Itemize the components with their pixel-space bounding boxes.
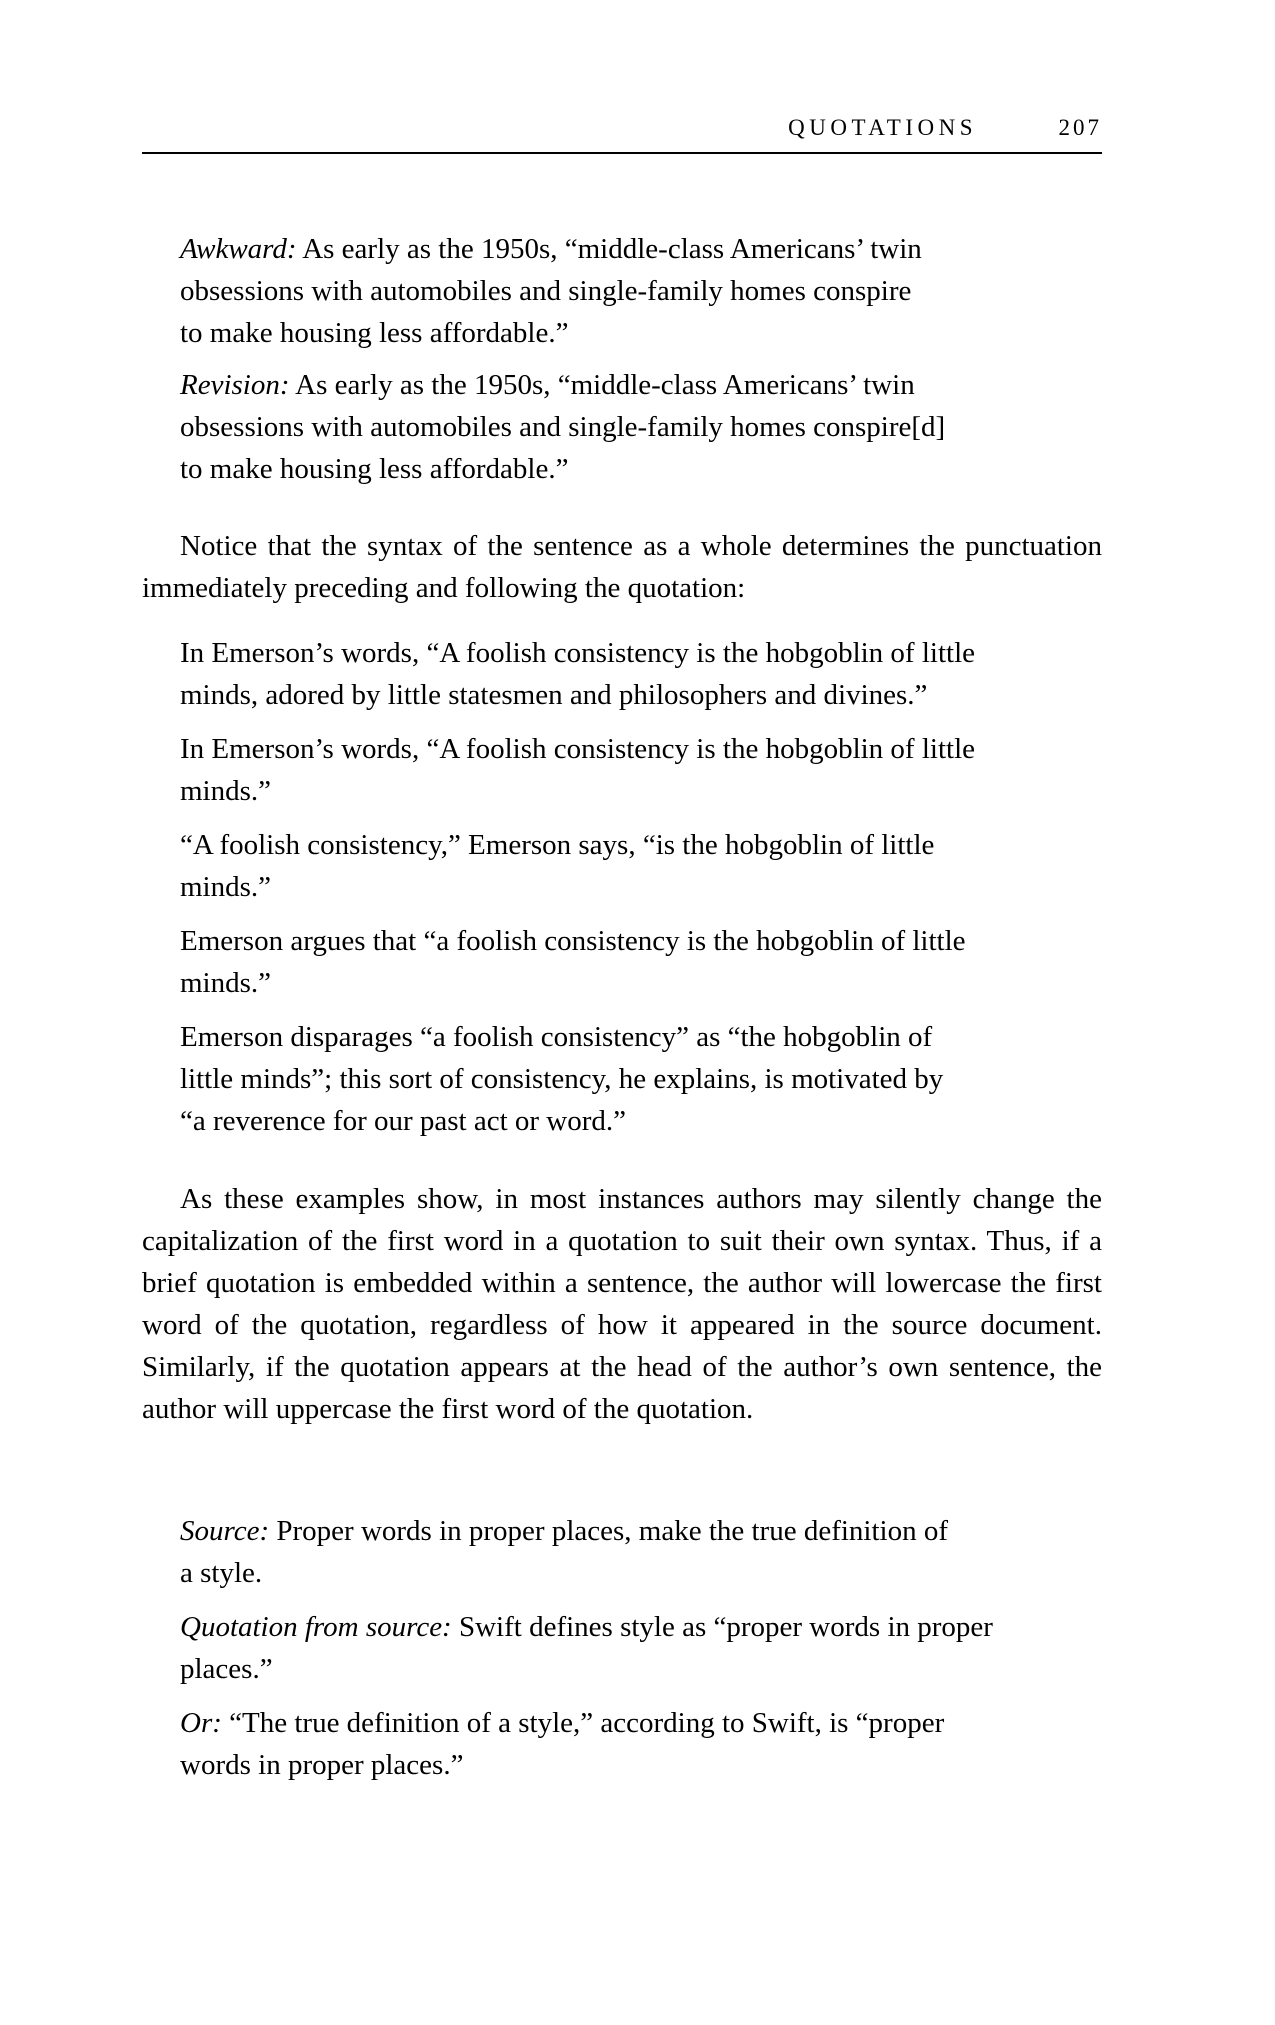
example-line: minds, adored by little statesmen and philosophers and divines.” xyxy=(180,679,928,711)
example-line: places.” xyxy=(180,1653,273,1685)
example-line: little minds”; this sort of consistency, he explains, is motivated by xyxy=(180,1063,944,1095)
example-line: a style. xyxy=(180,1557,263,1589)
example-line: Awkward: As early as the 1950s, “middle-class Americans’ twin xyxy=(180,233,922,265)
or-example xyxy=(180,1702,1080,1786)
emerson-example-3 xyxy=(180,824,1080,908)
example-line: Emerson argues that “a foolish consistency is the hobgoblin of little xyxy=(180,925,966,957)
emerson-example-5 xyxy=(180,1016,1080,1142)
example-line: minds.” xyxy=(180,967,272,999)
emerson-example-4 xyxy=(180,920,1080,1004)
running-head xyxy=(142,108,1102,152)
source-example xyxy=(180,1510,1080,1594)
awkward-example xyxy=(180,228,1080,354)
quotation-from-source-example xyxy=(180,1606,1080,1690)
example-line: Source: Proper words in proper places, make the true definition of xyxy=(180,1515,949,1547)
example-line: In Emerson’s words, “A foolish consistency is the hobgoblin of little xyxy=(180,637,975,669)
header-rule xyxy=(142,152,1102,154)
example-line: to make housing less affordable.” xyxy=(180,453,569,485)
emerson-example-1 xyxy=(180,632,1080,716)
example-line: words in proper places.” xyxy=(180,1749,464,1781)
example-line: obsessions with automobiles and single-family homes conspire[d] xyxy=(180,411,946,443)
syntax-paragraph: Notice that the syntax of the sentence as a whole determines the punctuation immediately preceding and following the quotation: xyxy=(142,530,1102,604)
example-line: obsessions with automobiles and single-family homes conspire xyxy=(180,275,912,307)
revision-label: Revision: xyxy=(180,369,290,401)
example-line: minds.” xyxy=(180,775,272,807)
example-line: minds.” xyxy=(180,871,272,903)
awkward-label: Awkward: xyxy=(180,233,297,265)
example-line: Quotation from source: Swift defines style as “proper words in proper xyxy=(180,1611,993,1643)
example-line: to make housing less affordable.” xyxy=(180,317,569,349)
example-line: “a reverence for our past act or word.” xyxy=(180,1105,627,1137)
running-title: QUOTATIONS xyxy=(788,115,977,140)
capitalization-paragraph: As these examples show, in most instances authors may silently change the capitalization of the first word in a quotation to suit their own syntax. Thus, if a brief quotation is embedded within a sentence, the author will lowercase the first word of the quotation, regardless of how it appeared in the source document. Similarly, if the quotation appears at the head of the author’s own sentence, the author will uppercase the first word of the quotation. xyxy=(142,1183,1102,1425)
example-line: In Emerson’s words, “A foolish consistency is the hobgoblin of little xyxy=(180,733,975,765)
or-label: Or: xyxy=(180,1707,222,1739)
emerson-example-2 xyxy=(180,728,1080,812)
example-line: Or: “The true definition of a style,” according to Swift, is “proper xyxy=(180,1707,945,1739)
source-label: Source: xyxy=(180,1515,270,1547)
page-number: 207 xyxy=(1058,115,1102,140)
quotation-from-source-label: Quotation from source: xyxy=(180,1611,452,1643)
example-line: Emerson disparages “a foolish consistency” as “the hobgoblin of xyxy=(180,1021,933,1053)
example-line: Revision: As early as the 1950s, “middle-class Americans’ twin xyxy=(180,369,915,401)
revision-example xyxy=(180,364,1080,490)
example-line: “A foolish consistency,” Emerson says, “is the hobgoblin of little xyxy=(180,829,935,861)
